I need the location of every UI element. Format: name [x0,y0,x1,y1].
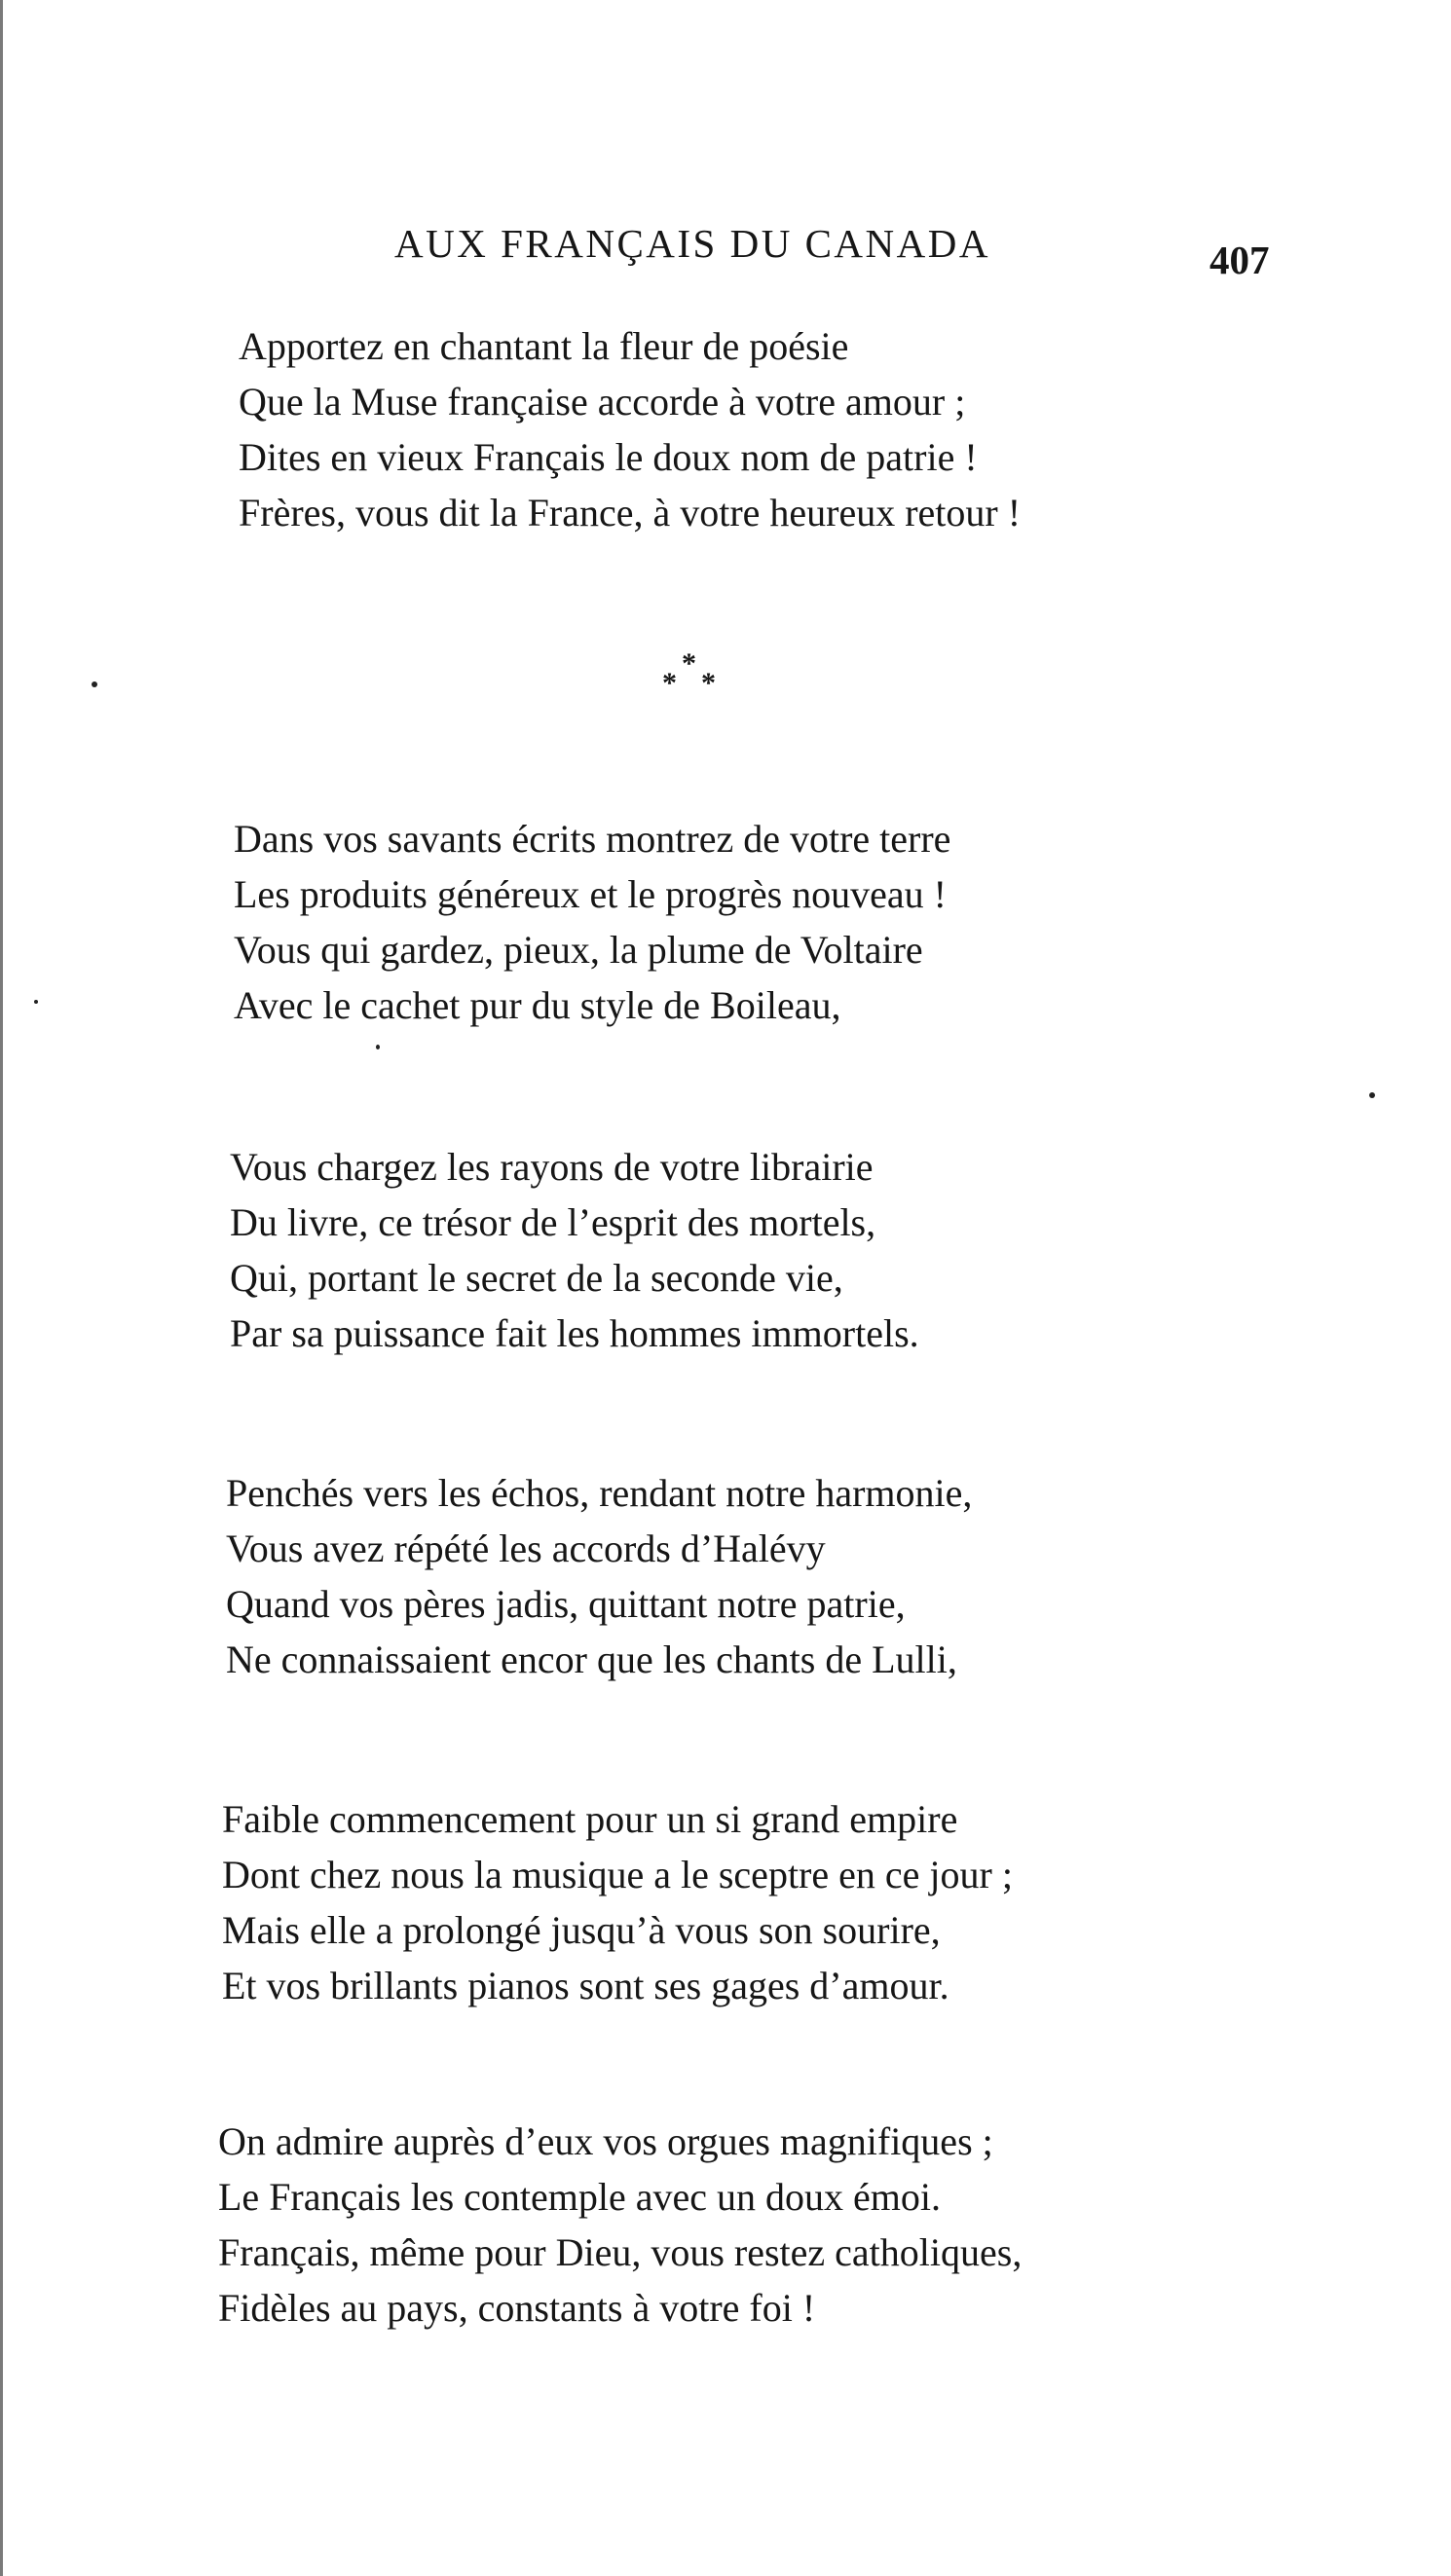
verse-line: Français, même pour Dieu, vous restez catholiques, [218,2230,1023,2274]
verse-line: Qui, portant le secret de la seconde vie, [230,1256,843,1300]
verse-line: Le Français les contemple avec un doux émoi. [218,2175,941,2219]
verse-line: Ne connaissaient encor que les chants de Lulli, [226,1638,957,1681]
stanza-1 [239,318,1021,540]
page-edge [0,0,3,2576]
verse-line: On admire auprès d’eux vos orgues magnifiques ; [218,2119,993,2163]
ink-speck [1369,1092,1375,1098]
stanza-2 [234,811,950,1033]
verse-line: Les produits généreux et le progrès nouveau ! [234,872,947,916]
verse-line: Que la Muse française accorde à votre amour ; [239,380,966,423]
stanza-5 [222,1791,1013,2013]
asterism-separator [662,647,730,706]
verse-line: Mais elle a prolongé jusqu’à vous son sourire, [222,1908,941,1952]
verse-line: Penchés vers les échos, rendant notre harmonie, [226,1471,973,1515]
verse-line: Avec le cachet pur du style de Boileau, [234,983,841,1027]
ink-speck [376,1045,380,1049]
verse-line: Du livre, ce trésor de l’esprit des mortels, [230,1200,876,1244]
running-head: AUX FRANÇAIS DU CANADA [394,221,990,266]
asterisk-icon: * [701,667,716,699]
verse-line: Vous avez répété les accords d’Halévy [226,1527,826,1570]
verse-line: Frères, vous dit la France, à votre heureux retour ! [239,491,1022,534]
page-number: 407 [1209,238,1270,282]
asterisk-icon: * [662,667,677,699]
verse-line: Par sa puissance fait les hommes immortels. [230,1311,919,1355]
stanza-3 [230,1139,919,1361]
verse-line: Vous qui gardez, pieux, la plume de Voltaire [234,928,923,972]
verse-line: Faible commencement pour un si grand empire [222,1797,958,1841]
stanza-4 [226,1465,972,1687]
ink-speck [34,1000,38,1004]
verse-line: Quand vos pères jadis, quittant notre patrie, [226,1582,906,1626]
verse-line: Vous chargez les rayons de votre librairie [230,1145,874,1189]
stanza-6 [218,2114,1022,2336]
verse-line: Dont chez nous la musique a le sceptre en ce jour ; [222,1853,1013,1896]
verse-line: Et vos brillants pianos sont ses gages d’amour. [222,1964,949,2007]
verse-line: Dites en vieux Français le doux nom de patrie ! [239,435,978,479]
verse-line: Dans vos savants écrits montrez de votre terre [234,817,951,861]
ink-speck [92,681,97,687]
asterisk-icon: * [682,647,696,680]
verse-line: Fidèles au pays, constants à votre foi ! [218,2286,816,2330]
verse-line: Apportez en chantant la fleur de poésie [239,324,849,368]
